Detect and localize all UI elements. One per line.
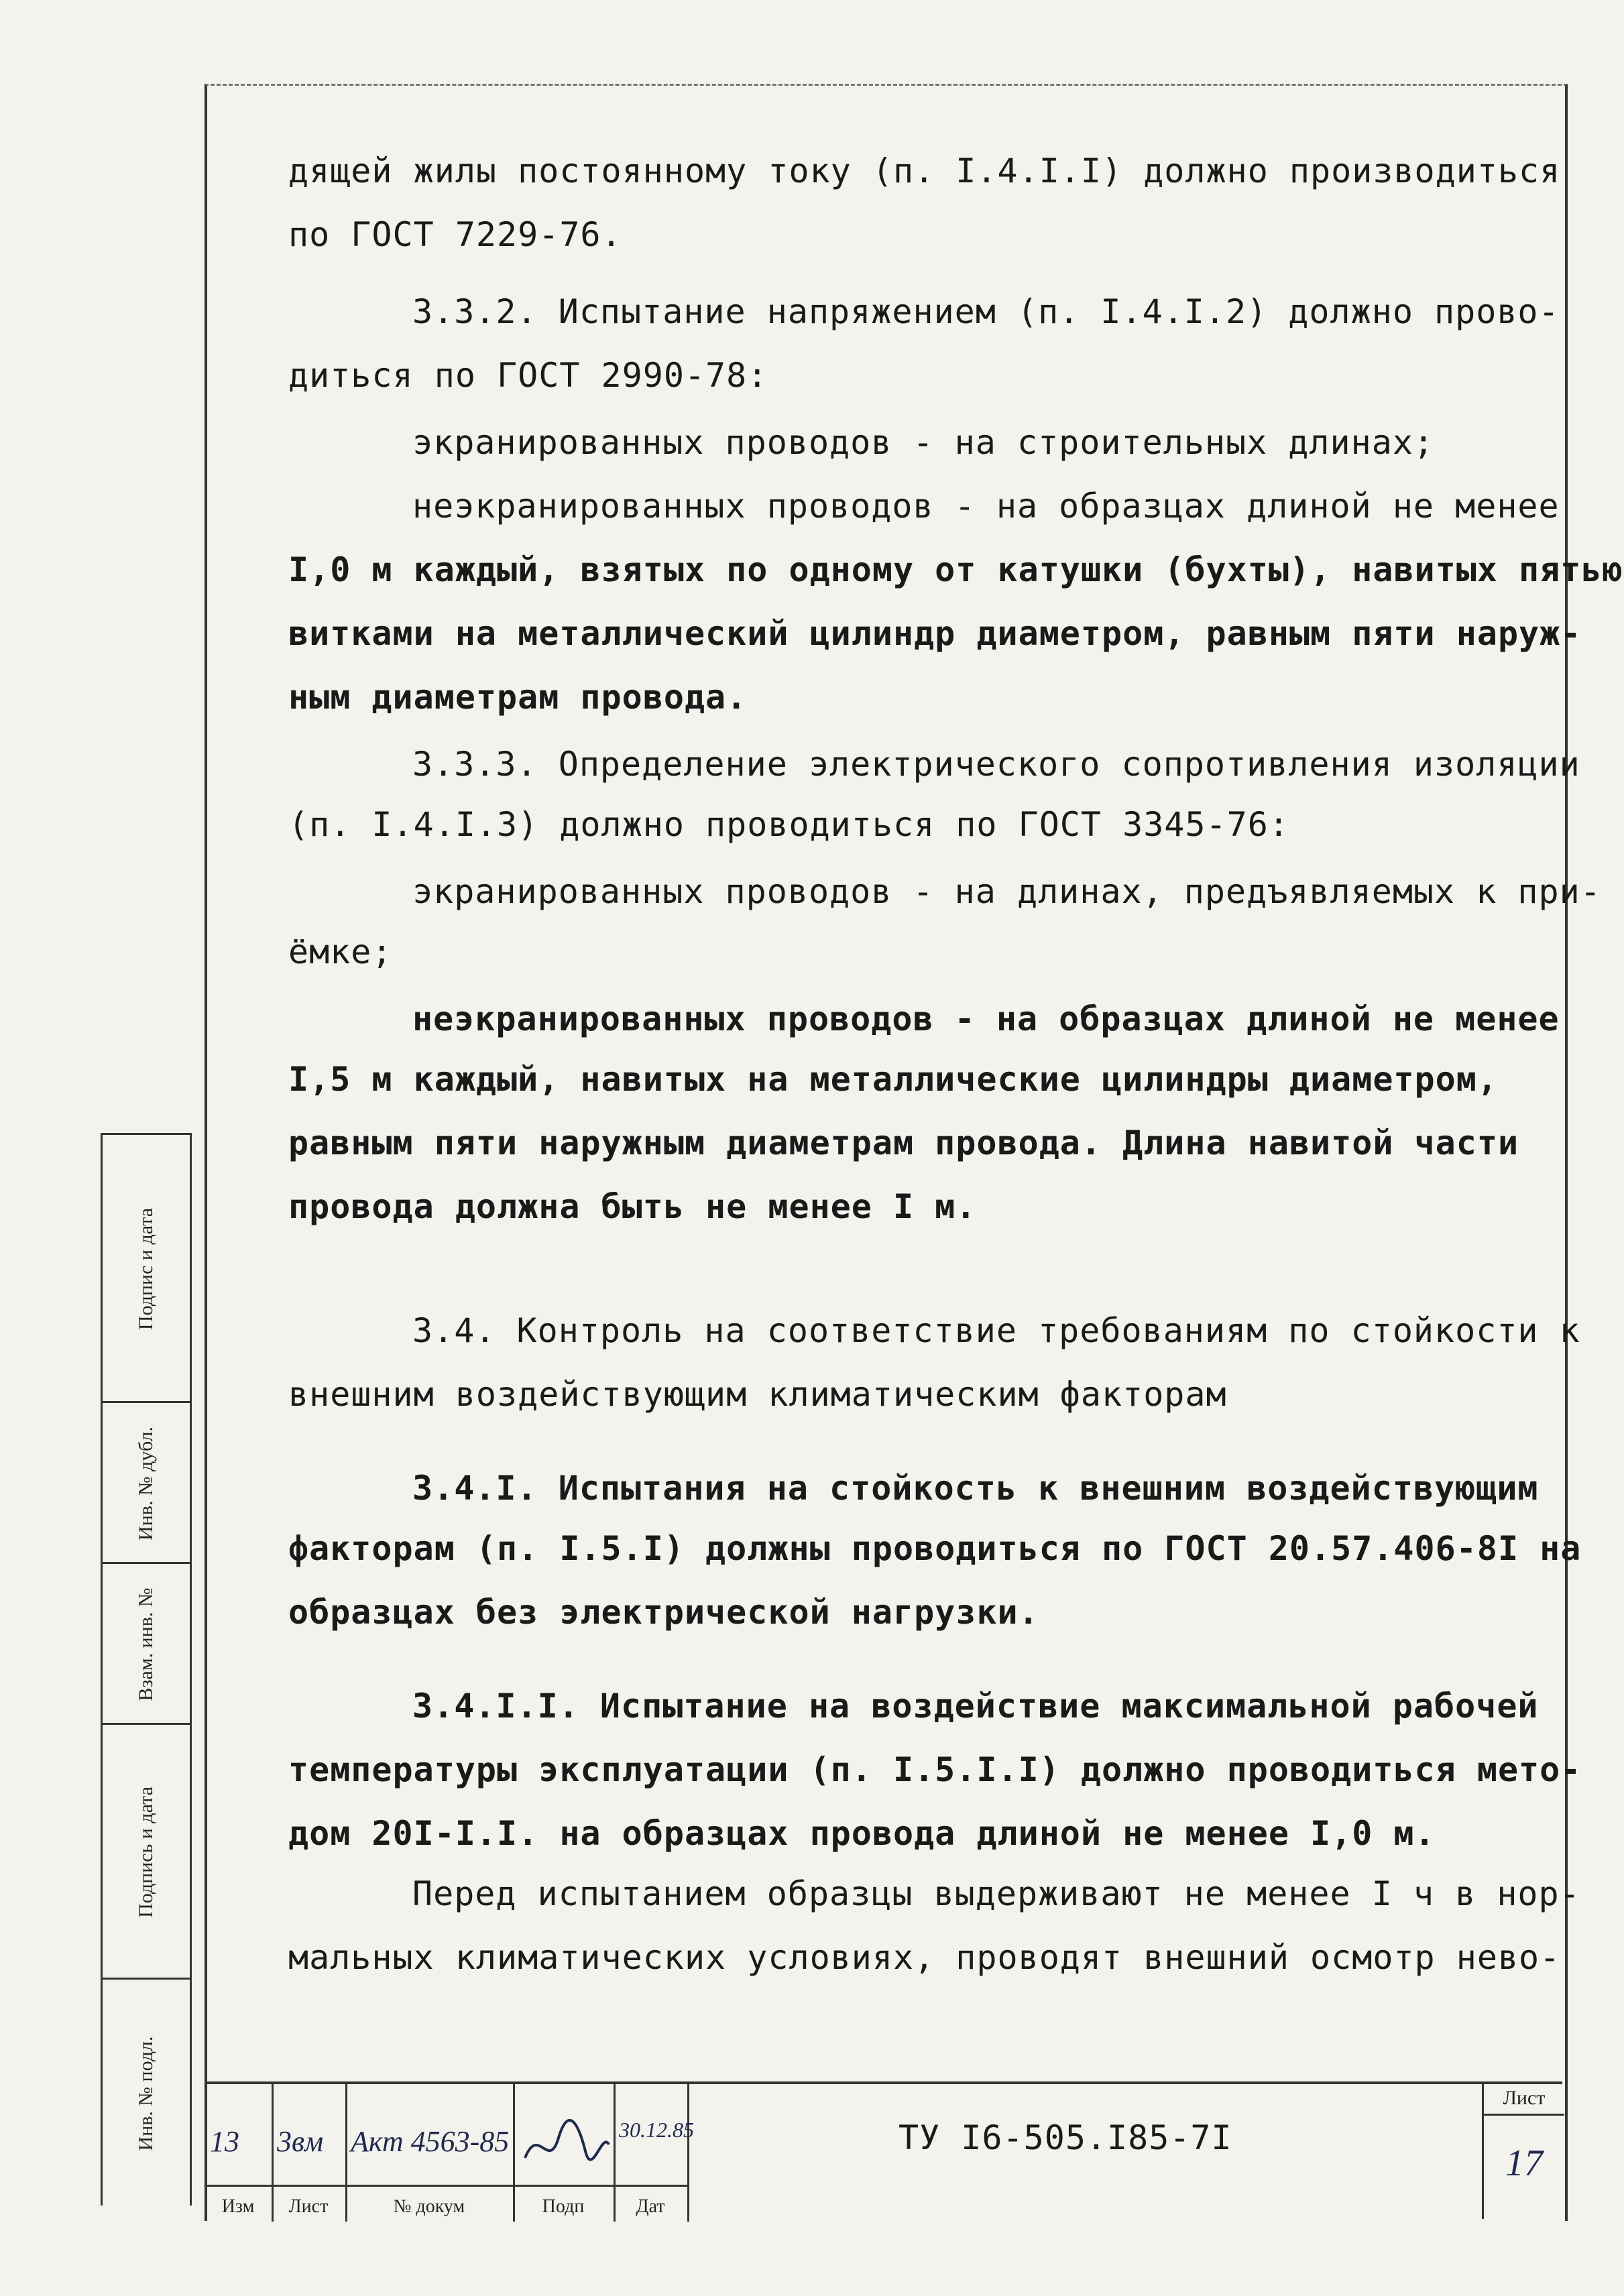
text-line: температуры эксплуатации (п. I.5.I.I) должно проводиться мето-: [288, 1750, 1582, 1789]
text-line: I,0 м каждый, взятых по одному от катушки (бухты), навитых пятью: [288, 550, 1623, 589]
tb-cell-list: [272, 2084, 347, 2222]
text-line: витками на металлический цилиндр диаметром, равным пяти наруж-: [288, 614, 1582, 653]
text-line: провода должна быть не менее I м.: [288, 1187, 977, 1226]
list-caption: Лист: [288, 2196, 329, 2217]
text-line: неэкранированных проводов - на образцах длиной не менее: [412, 1000, 1560, 1038]
signature-mark: [518, 2111, 612, 2178]
text-line: дом 20I-I.I. на образцах провода длиной не менее I,0 м.: [288, 1814, 1436, 1853]
tb-cell-izm: [205, 2084, 274, 2222]
date-caption: Дат: [636, 2196, 665, 2217]
text-line: дящей жилы постоянному току (п. I.4.I.I) должно производиться: [288, 152, 1561, 190]
text-line: Перед испытанием образцы выдерживают не менее I ч в нор-: [412, 1874, 1580, 1913]
text-line: факторам (п. I.5.I) должны проводиться по ГОСТ 20.57.406-8I на: [288, 1529, 1582, 1568]
date-value: 30.12.85: [619, 2118, 694, 2142]
stamp-label: Взам. инв. №: [135, 1587, 157, 1701]
text-line: равным пяти наружным диаметрам провода. Длина навитой части: [288, 1124, 1519, 1162]
tb-cell-doc: [345, 2084, 515, 2222]
stamp-label: Инв. № подл.: [135, 2036, 157, 2151]
text-line: мальных климатических условиях, проводят внешний осмотр нево-: [288, 1938, 1561, 1977]
section-3-3-2: 3.3.2. Испытание напряжением (п. I.4.I.2) должно прово-: [412, 292, 1560, 331]
text-line: (п. I.4.I.3) должно проводиться по ГОСТ 3345-76:: [288, 805, 1289, 844]
doc-caption: № докум: [393, 2196, 465, 2217]
stamp-cell: [103, 1401, 190, 1564]
izm-caption: Изм: [221, 2196, 255, 2217]
stamp-cell: [103, 1723, 190, 1980]
margin-stamp: [101, 1133, 192, 2206]
document-code: ТУ I6-505.I85-7I: [898, 2118, 1232, 2157]
izm-value: 13: [210, 2125, 239, 2158]
text-line: диться по ГОСТ 2990-78:: [288, 356, 768, 395]
text-line: неэкранированных проводов - на образцах длиной не менее: [412, 487, 1560, 526]
section-3-3-3: 3.3.3. Определение электрического сопротивления изоляции: [412, 745, 1580, 784]
stamp-cell: [103, 1978, 190, 2208]
sheet-number: 17: [1505, 2142, 1543, 2184]
section-3-4-1: 3.4.I. Испытания на стойкость к внешним воздействующим: [412, 1469, 1539, 1508]
section-3-4: 3.4. Контроль на соответствие требованиям по стойкости к: [412, 1311, 1580, 1350]
stamp-label: Подпись и дата: [135, 1787, 157, 1918]
sheet-box: [1482, 2081, 1564, 2219]
text-line: ным диаметрам провода.: [288, 678, 748, 717]
list-value: 3вм: [277, 2125, 324, 2158]
doc-value: Акт 4563-85: [351, 2125, 510, 2158]
text-line: ёмке;: [288, 932, 393, 971]
text-line: образцах без электрической нагрузки.: [288, 1593, 1039, 1632]
stamp-cell: [103, 1133, 190, 1403]
section-3-4-1-1: 3.4.I.I. Испытание на воздействие максимальной рабочей: [412, 1687, 1539, 1726]
text-line: по ГОСТ 7229-76.: [288, 215, 622, 254]
stamp-label: Инв. № дубл.: [135, 1427, 157, 1540]
stamp-label: Подпис и дата: [135, 1207, 157, 1331]
sheet-label: Лист: [1484, 2087, 1564, 2116]
podp-caption: Подп: [542, 2196, 585, 2217]
stamp-cell: [103, 1562, 190, 1725]
title-block: [205, 2081, 1562, 2222]
text-line: экранированных проводов - на длинах, предъявляемых к при-: [412, 872, 1601, 911]
tb-cell-date: [614, 2084, 694, 2222]
text-line: внешним воздействующим климатическим факторам: [288, 1375, 1227, 1414]
text-line: экранированных проводов - на строительных длинах;: [412, 423, 1435, 462]
text-line: I,5 м каждый, навитых на металлические цилиндры диаметром,: [288, 1060, 1498, 1099]
tb-cell-podp: [513, 2084, 616, 2222]
